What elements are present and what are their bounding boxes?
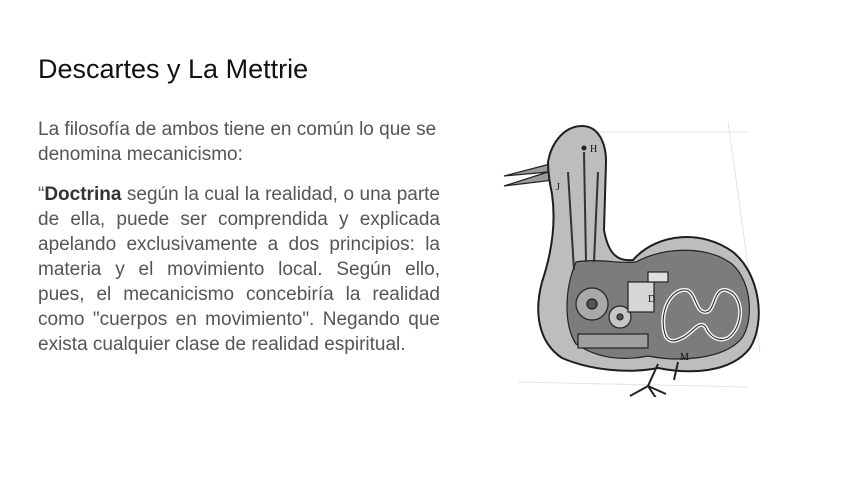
- definition-body: según la cual la realidad, o una parte de ella, puede ser comprendida y explicada apelando exclusivamente a dos principios: la materia y el movimiento local. Según ello, pues, el mecanicismo concebiría la realidad como "cuerpos en movimiento". Negando que exista cualquier clase de realidad espiritual.: [38, 184, 440, 355]
- intro-text: La filosofía de ambos tiene en común lo que se denomina mecanicismo:: [38, 119, 437, 165]
- label-letter-h: H: [590, 144, 598, 155]
- slide-title: Descartes y La Mettrie: [38, 54, 309, 84]
- doctrine-term: Doctrina: [44, 184, 122, 205]
- mechanical-duck-icon: [498, 112, 768, 397]
- label-letter-d: D: [648, 294, 656, 305]
- label-letter-m: M: [680, 352, 689, 363]
- mechanical-duck-illustration: [498, 112, 768, 397]
- mechanism-definition: [38, 182, 440, 357]
- quote-open-mark: “: [38, 184, 45, 205]
- label-letter-j: J: [556, 182, 560, 193]
